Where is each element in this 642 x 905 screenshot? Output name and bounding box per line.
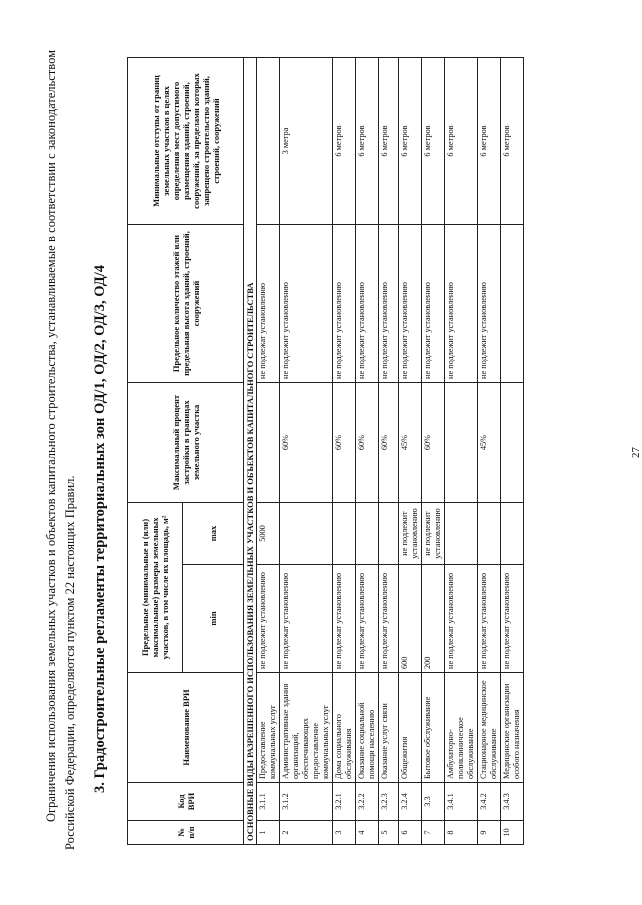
row-min: не подлежат установлению (445, 565, 478, 673)
section-title: ОСНОВНЫЕ ВИДЫ РАЗРЕШЕННОГО ИСПОЛЬЗОВАНИЯ ЗЕМЕЛЬНЫХ УЧАСТКОВ И ОБЪЕКТОВ КАПИТАЛЬНОГО СТРОИТЕЛЬСТВА (244, 58, 257, 845)
row-max (333, 503, 356, 565)
row-name: Амбулаторно-поликлиническое обслуживание (445, 673, 478, 783)
table-row (356, 58, 379, 845)
header-max: max (183, 503, 244, 565)
row-floors: не подлежит установлению (422, 225, 445, 383)
row-min: не подлежат установлению (501, 565, 524, 673)
row-build-pct (501, 383, 524, 503)
row-num: 1 (257, 821, 280, 845)
header-build-pct: Максимальный процент застройки в границах земельного участка (128, 383, 244, 503)
row-name: Стационарное медицинское обслуживание (478, 673, 501, 783)
row-floors: не подлежит установлению (478, 225, 501, 383)
row-setback: 6 метров (379, 58, 399, 225)
row-setback: 6 метров (445, 58, 478, 225)
row-build-pct (257, 383, 280, 503)
row-code: 3.2.1 (333, 783, 356, 821)
row-name: Административные здания организаций, обеспечивающих предоставление коммунальных услуг (280, 673, 333, 783)
intro-paragraph: Ограничения использования земельных участков и объектов капитального строительства, устанавливаемые в соответствии с законодательством Российской Федерации, определяются пунктом 22 настоящих Правил. (44, 50, 77, 850)
row-build-pct: 60% (356, 383, 379, 503)
row-build-pct: 60% (422, 383, 445, 503)
row-build-pct: 60% (379, 383, 399, 503)
table-row (379, 58, 399, 845)
row-max: 5000 (257, 503, 280, 565)
table-row (333, 58, 356, 845)
row-max (501, 503, 524, 565)
row-setback: 6 метров (356, 58, 379, 225)
row-floors (501, 225, 524, 383)
row-name: Дома социального обслуживания (333, 673, 356, 783)
row-floors: не подлежит установлению (445, 225, 478, 383)
row-build-pct: 45% (399, 383, 422, 503)
row-min: 600 (399, 565, 422, 673)
row-num: 4 (356, 821, 379, 845)
row-num: 5 (379, 821, 399, 845)
section-row (244, 58, 257, 845)
row-code: 3.1.2 (280, 783, 333, 821)
row-floors: не подлежит установлению (399, 225, 422, 383)
row-code: 3.2.3 (379, 783, 399, 821)
table-row (280, 58, 333, 845)
row-num: 8 (445, 821, 478, 845)
row-max: не подлежит установлению (422, 503, 445, 565)
row-build-pct: 60% (333, 383, 356, 503)
row-floors: не подлежит установлению (356, 225, 379, 383)
row-max (478, 503, 501, 565)
row-name: Предоставление коммунальных услуг (257, 673, 280, 783)
row-setback (257, 58, 280, 225)
table-row (422, 58, 445, 845)
row-setback: 3 метра (280, 58, 333, 225)
row-max (356, 503, 379, 565)
header-code: Код ВРИ (128, 783, 244, 821)
header-sizes: Предельные (минимальные и (или) максимальные) размеры земельных участков, в том числе их площадь, м² (128, 503, 183, 673)
row-build-pct (445, 383, 478, 503)
row-code: 3.2.2 (356, 783, 379, 821)
row-code: 3.4.2 (478, 783, 501, 821)
row-code: 3.4.1 (445, 783, 478, 821)
header-floors: Предельное количество этажей или предельная высота зданий, строений, сооружений (128, 225, 244, 383)
row-min: не подлежат установлению (280, 565, 333, 673)
page-number: 27 (630, 447, 642, 458)
row-setback: 6 метров (478, 58, 501, 225)
row-code: 3.1.1 (257, 783, 280, 821)
row-build-pct: 60% (280, 383, 333, 503)
row-min: не подлежат установлению (333, 565, 356, 673)
row-build-pct: 45% (478, 383, 501, 503)
table-row (399, 58, 422, 845)
row-name: Медицинские организации особого назначения (501, 673, 524, 783)
row-floors: не подлежит установлению (333, 225, 356, 383)
header-num: № п/п (128, 821, 244, 845)
row-num: 2 (280, 821, 333, 845)
row-max (445, 503, 478, 565)
row-code: 3.3 (422, 783, 445, 821)
row-setback: 6 метров (333, 58, 356, 225)
table-row (501, 58, 524, 845)
row-floors: не подлежит установлению (280, 225, 333, 383)
regulations-table (127, 57, 524, 845)
row-name: Оказание услуг связи (379, 673, 399, 783)
table-row (257, 58, 280, 845)
row-max (280, 503, 333, 565)
row-code: 3.2.4 (399, 783, 422, 821)
row-min: не подлежат установлению (379, 565, 399, 673)
header-min: min (183, 565, 244, 673)
row-num: 6 (399, 821, 422, 845)
table-row (445, 58, 478, 845)
row-floors: не подлежит установлению (379, 225, 399, 383)
row-min: не подлежит установлению (257, 565, 280, 673)
row-min: 200 (422, 565, 445, 673)
row-num: 3 (333, 821, 356, 845)
row-name: Оказание социальной помощи населению (356, 673, 379, 783)
header-setback: Минимальные отступы от границ земельных участков в целях определения мест допустимого размещения зданий, строений, сооружений, за пределами которых запрещено строительство зданий, строений, сооружений (128, 58, 244, 225)
header-name: Наименование ВРИ (128, 673, 244, 783)
row-setback: 6 метров (501, 58, 524, 225)
row-num: 9 (478, 821, 501, 845)
row-code: 3.4.3 (501, 783, 524, 821)
row-max (379, 503, 399, 565)
row-name: Бытовое обслуживание (422, 673, 445, 783)
row-setback: 6 метров (422, 58, 445, 225)
row-min: не подлежат установлению (478, 565, 501, 673)
table-row (478, 58, 501, 845)
row-floors: не подлежат установлению (257, 225, 280, 383)
row-name: Общежития (399, 673, 422, 783)
section-heading: 3. Градостроительные регламенты территориальных зон ОД/1, ОД/2, ОД/3, ОД/4 (92, 264, 108, 793)
row-max: не подлежит установлению (399, 503, 422, 565)
header-row (128, 58, 183, 845)
row-num: 10 (501, 821, 524, 845)
row-min: не подлежат установлению (356, 565, 379, 673)
row-num: 7 (422, 821, 445, 845)
row-setback: 6 метров (399, 58, 422, 225)
